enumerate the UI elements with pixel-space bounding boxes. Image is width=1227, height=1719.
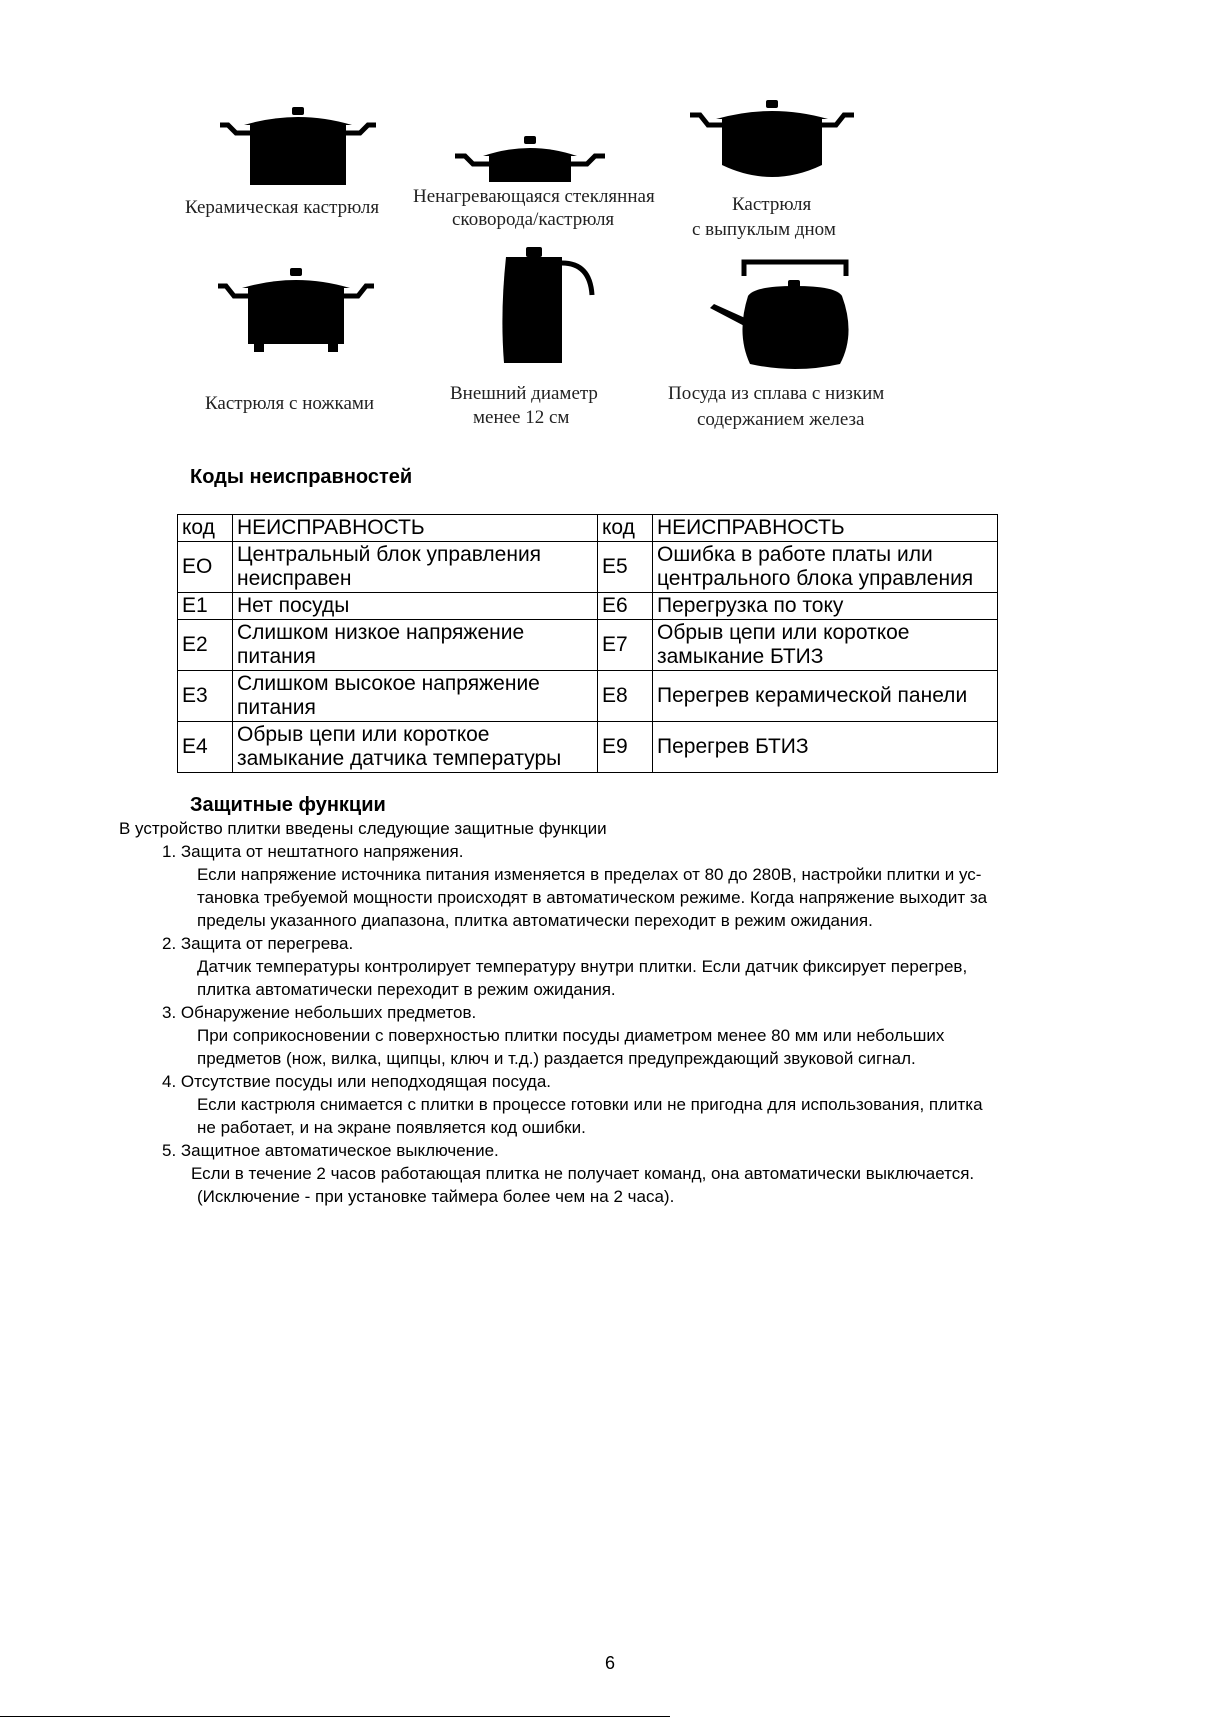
fault-cell: Слишком низкое напряжение питания: [233, 620, 598, 671]
ceramic-pot-icon: [220, 103, 380, 188]
fault-cell: Перегрузка по току: [653, 593, 998, 620]
protection-item-text: не работает, и на экране появляется код ошибки.: [197, 1118, 586, 1137]
table-row: [178, 671, 998, 722]
protection-item-title: 2. Защита от перегрева.: [162, 934, 354, 953]
code-cell: E4: [178, 722, 233, 773]
caption-alloy-1: Посуда из сплава с низким: [668, 383, 885, 404]
protection-item-title: 1. Защита от нештатного напряжения.: [162, 842, 464, 861]
caption-convex-1: Кастрюля: [732, 194, 812, 215]
fault-cell: Перегрев БТИЗ: [653, 722, 998, 773]
caption-convex-2: с выпуклым дном: [692, 219, 836, 240]
table-row: [178, 620, 998, 671]
caption-diameter-1: Внешний диаметр: [450, 383, 598, 404]
protection-item-text: плитка автоматически переходит в режим ожидания.: [197, 980, 616, 999]
code-cell: E3: [178, 671, 233, 722]
caption-ceramic: Керамическая кастрюля: [185, 197, 380, 218]
protection-heading: Защитные функции: [190, 794, 386, 816]
low-iron-kettle-icon: [708, 256, 858, 372]
caption-glass-2: сковорода/кастрюля: [452, 209, 615, 230]
glass-pan-icon: [455, 134, 605, 184]
protection-item-title: 4. Отсутствие посуды или неподходящая посуда.: [162, 1072, 552, 1091]
protection-item-text: Если напряжение источника питания изменяется в пределах от 80 до 280В, настройки плитки и ус-: [197, 865, 982, 884]
protection-item-text: Датчик температуры контролирует температуру внутри плитки. Если датчик фиксирует перегрев,: [197, 957, 968, 976]
header-code-right: код: [598, 515, 653, 542]
code-cell: E1: [178, 593, 233, 620]
protection-item-text: тановка требуемой мощности происходят в автоматическом режиме. Когда напряжение выходит за: [197, 888, 988, 907]
fault-cell: Обрыв цепи или короткое замыкание БТИЗ: [653, 620, 998, 671]
caption-glass-1: Ненагревающаяся стеклянная: [413, 186, 655, 207]
code-cell: E2: [178, 620, 233, 671]
code-cell: E6: [598, 593, 653, 620]
fault-cell: Ошибка в работе платы или центрального блока управления: [653, 542, 998, 593]
protection-item-text: пределы указанного диапазона, плитка автоматически переходит в режим ожидания.: [197, 911, 873, 930]
caption-legged: Кастрюля с ножками: [205, 393, 375, 414]
code-cell: E9: [598, 722, 653, 773]
header-fault-right: НЕИСПРАВНОСТЬ: [653, 515, 998, 542]
small-diameter-kettle-icon: [498, 243, 598, 365]
protection-item-text: Если в течение 2 часов работающая плитка не получает команд, она автоматически выключается.: [191, 1164, 975, 1183]
table-header-row: [178, 515, 998, 542]
protection-item-title: 5. Защитное автоматическое выключение.: [162, 1141, 499, 1160]
protection-item-text: При соприкосновении с поверхностью плитки посуды диаметром менее 80 мм или небольших: [197, 1026, 945, 1045]
fault-cell: Нет посуды: [233, 593, 598, 620]
code-cell: E8: [598, 671, 653, 722]
page-number: 6: [605, 1653, 616, 1673]
fault-cell: Перегрев керамической панели: [653, 671, 998, 722]
protection-item-text: (Исключение - при установке таймера более чем на 2 часа).: [197, 1187, 675, 1206]
table-row: [178, 593, 998, 620]
error-codes-heading: Коды неисправностей: [190, 466, 413, 488]
caption-alloy-2: содержанием железа: [697, 409, 865, 430]
footer-divider: [0, 1716, 670, 1717]
caption-diameter-2: менее 12 см: [473, 407, 570, 428]
table-row: [178, 722, 998, 773]
table-row: [178, 542, 998, 593]
fault-cell: Центральный блок управления неисправен: [233, 542, 598, 593]
code-cell: EO: [178, 542, 233, 593]
error-codes-table: [177, 514, 998, 773]
protection-item-title: 3. Обнаружение небольших предметов.: [162, 1003, 477, 1022]
protection-item-text: Если кастрюля снимается с плитки в процессе готовки или не пригодна для использования, плитка: [197, 1095, 983, 1114]
fault-cell: Обрыв цепи или короткое замыкание датчика температуры: [233, 722, 598, 773]
legged-pot-icon: [218, 262, 378, 354]
code-cell: E7: [598, 620, 653, 671]
header-code-left: код: [178, 515, 233, 542]
code-cell: E5: [598, 542, 653, 593]
protection-intro: В устройство плитки введены следующие защитные функции: [119, 819, 607, 838]
header-fault-left: НЕИСПРАВНОСТЬ: [233, 515, 598, 542]
protection-item-text: предметов (нож, вилка, щипцы, ключ и т.д.) раздается предупреждающий звуковой сигнал.: [197, 1049, 916, 1068]
convex-bottom-pot-icon: [690, 97, 855, 187]
fault-cell: Слишком высокое напряжение питания: [233, 671, 598, 722]
